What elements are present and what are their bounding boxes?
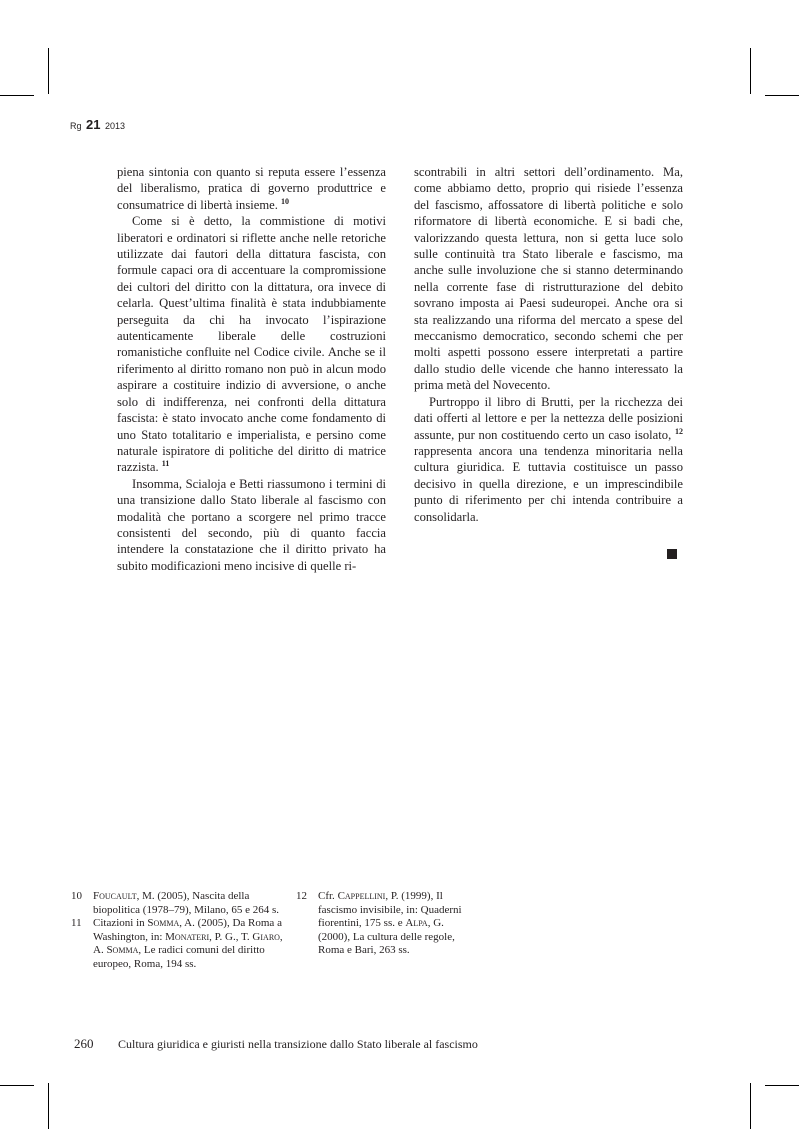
footnote-citation: Cfr. (318, 890, 338, 902)
running-footer (74, 1036, 478, 1052)
footnote-text (93, 917, 286, 971)
crop-mark (765, 1085, 799, 1086)
footnote-number: 12 (296, 890, 307, 902)
page-number: 260 (74, 1036, 94, 1051)
issue-year: 2013 (105, 121, 126, 131)
footnote-text (318, 890, 466, 958)
footnote-ref[interactable]: 12 (675, 426, 684, 436)
paragraph-text: rappresenta ancora una tendenza minoritaria nella cultura giuridica. E tuttavia costituisce un passo decisivo in quella direzione, e un imprescindibile punto di riferimento per chi intenda contribuire a consolidarla. (414, 443, 683, 524)
crop-mark (750, 1083, 751, 1129)
footnote-author: Foucault, M. (93, 890, 155, 902)
footnote-citation: (2005), Nascita della biopolitica (1978–79), Milano, 65 e 264 s. (93, 890, 280, 916)
footnotes-right (296, 890, 466, 958)
journal-abbrev: Rg (70, 121, 82, 131)
footnote-text (93, 890, 286, 917)
footnote-author: Monateri, P. G., T. Giaro, A. Somma (93, 930, 283, 957)
paragraph (117, 164, 386, 213)
paragraph (117, 476, 386, 574)
paragraph-text: scontrabili in altri settori dell’ordinamento. Ma, come abbiamo detto, proprio qui risiede l’essenza del fascismo, affossatore di libertà politiche e solo riformatore di libertà economiche. E si badi che, valorizzando questa lettura, non si getta luce solo sulle continuità tra Stato liberale e fascismo, ma anche sulle involuzione che si stanno determinando nella corrente fase di ristrutturazione del debito sovrano imposta ai Paesi sudeuropei. Anche ora si sta realizzando una riforma del mercato a spese del meccanismo democratico, secondo schemi che per molti aspetti possono essere interpretati a partire dallo studio delle vicende che hanno interessato la prima metà del Novecento. (414, 165, 683, 393)
paragraph-text: Come si è detto, la commistione di motivi liberatori e ordinatori si riflette anche nelle retoriche utilizzate dai fautori della dittatura fascista, con formule capaci ora di accentuare la compromissione dei cultori del diritto con la dittatura, ora invece di celarla. Quest’ultima finalità è stata indubbiamente perseguita da chi ha invocato l’ispirazione autenticamente liberale delle costruzioni romanistiche confluite nel Codice civile. Anche se il riferimento al diritto romano non può in alcun modo aspirare a costituire indizio di avversione, o anche solo di indifferenza, nei confronti della dittatura fascista: è stato invocato anche come fondamento di uno Stato totalitario e imperialista, e persino come naturale ispiratore di politiche del diritto di matrice razzista. (117, 214, 386, 475)
footnote-citation: Citazioni in (93, 917, 148, 930)
footnote-author: Alpa, G. (405, 917, 444, 930)
footnote-citation: , Le radici comuni del diritto europeo, Roma, 194 ss. (93, 944, 265, 970)
footnote-12 (296, 890, 466, 958)
paragraph (414, 394, 683, 525)
running-title: Cultura giuridica e giuristi nella transizione dallo Stato liberale al fascismo (118, 1037, 478, 1051)
footnote-ref[interactable]: 10 (281, 196, 290, 206)
text-column-right (414, 164, 683, 525)
footnote-citation: (2000), La cultura delle regole, Roma e Bari, 263 ss. (318, 930, 455, 957)
footnote-author: Somma, A. (147, 917, 195, 930)
footnote-author: Cappellini, P. (337, 890, 399, 902)
issue-number: 21 (86, 117, 101, 132)
footnotes-left (71, 890, 286, 972)
paragraph-text: piena sintonia con quanto si reputa essere l’essenza del liberalismo, pratica di governo produttrice e consumatrice di libertà insieme. (117, 165, 386, 212)
footnote-citation: (1999), Il fascismo invisibile, in: Quaderni fiorentini, 175 ss. e (318, 890, 462, 930)
footnote-ref[interactable]: 11 (161, 459, 170, 469)
text-column-left (117, 164, 386, 574)
crop-mark (48, 48, 49, 94)
crop-mark (750, 48, 751, 94)
footnote-number: 10 (71, 890, 82, 902)
footnote-10 (71, 890, 286, 917)
crop-mark (0, 95, 34, 96)
crop-mark (765, 95, 799, 96)
crop-mark (48, 1083, 49, 1129)
footnote-11 (71, 917, 286, 971)
paragraph-text: Insomma, Scialoja e Betti riassumono i termini di una transizione dallo Stato liberale al fascismo con modalità che portano a scorgere nel primo tracce consistenti del secondo, più di quanto faccia intendere la constatazione che il diritto privato ha subito modificazioni meno incisive di quelle ri- (117, 476, 386, 573)
footnote-number: 11 (71, 917, 82, 930)
paragraph (117, 213, 386, 476)
crop-mark (0, 1085, 34, 1086)
paragraph (414, 164, 683, 394)
paragraph-text: Purtroppo il libro di Brutti, per la ricchezza dei dati offerti al lettore e per la nettezza delle posizioni assunte, pur non costituendo certo un caso isolato, (414, 394, 683, 442)
end-of-article-mark (667, 549, 677, 559)
running-header (70, 117, 125, 132)
footnote-citation: (2005), Da Roma a Washington, in: (93, 917, 282, 943)
